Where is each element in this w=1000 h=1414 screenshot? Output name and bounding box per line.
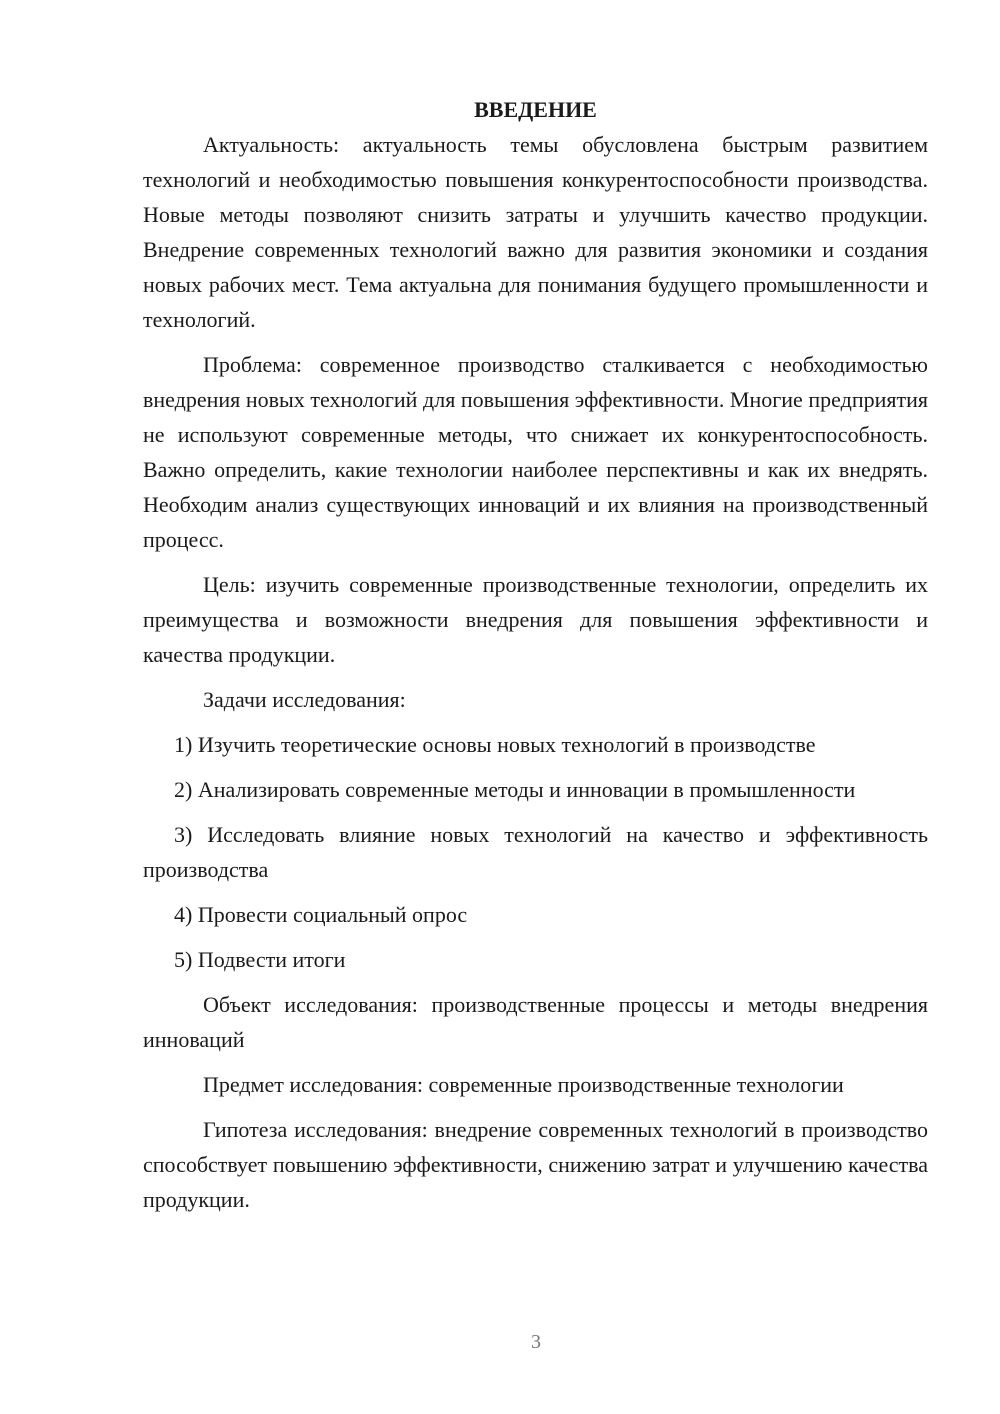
document-title: [143, 92, 928, 127]
task-item-5: 5) Подвести итоги: [174, 947, 346, 972]
tasks-heading: Задачи исследования:: [203, 687, 406, 712]
paragraph-goal: Цель: изучить современные производственные технологии, определить их преимущества и возможности внедрения для повышения эффективности и качества продукции.: [143, 572, 928, 667]
paragraph-problem: Проблема: современное производство сталкивается с необходимостью внедрения новых технологий для повышения эффективности. Многие предприятия не используют современные методы, что снижает их конкурентоспособность. Важно определить, какие технологии наиболее перспективны и как их внедрять. Необходим анализ существующих инноваций и их влияния на производственный процесс.: [143, 352, 928, 552]
paragraph-subject: Предмет исследования: современные производственные технологии: [203, 1072, 844, 1097]
document-page: [143, 92, 928, 1217]
document-title-text: ВВЕДЕНИЕ: [474, 97, 597, 122]
task-item-1: 1) Изучить теоретические основы новых технологий в производстве: [174, 732, 816, 757]
task-item-2: 2) Анализировать современные методы и инновации в промышленности: [174, 777, 856, 802]
task-item-3: 3) Исследовать влияние новых технологий на качество и эффективность производства: [143, 822, 928, 882]
page-number: 3: [531, 1331, 541, 1353]
paragraph-object: Объект исследования: производственные процессы и методы внедрения инноваций: [143, 992, 928, 1052]
task-item-4: 4) Провести социальный опрос: [174, 902, 468, 927]
paragraph-relevance: Актуальность: актуальность темы обусловлена быстрым развитием технологий и необходимостью повышения конкурентоспособности производства. Новые методы позволяют снизить затраты и улучшить качество продукции. Внедрение современных технологий важно для развития экономики и создания новых рабочих мест. Тема актуальна для понимания будущего промышленности и технологий.: [143, 132, 928, 332]
paragraph-hypothesis: Гипотеза исследования: внедрение современных технологий в производство способствует повышению эффективности, снижению затрат и улучшению качества продукции.: [143, 1117, 928, 1212]
